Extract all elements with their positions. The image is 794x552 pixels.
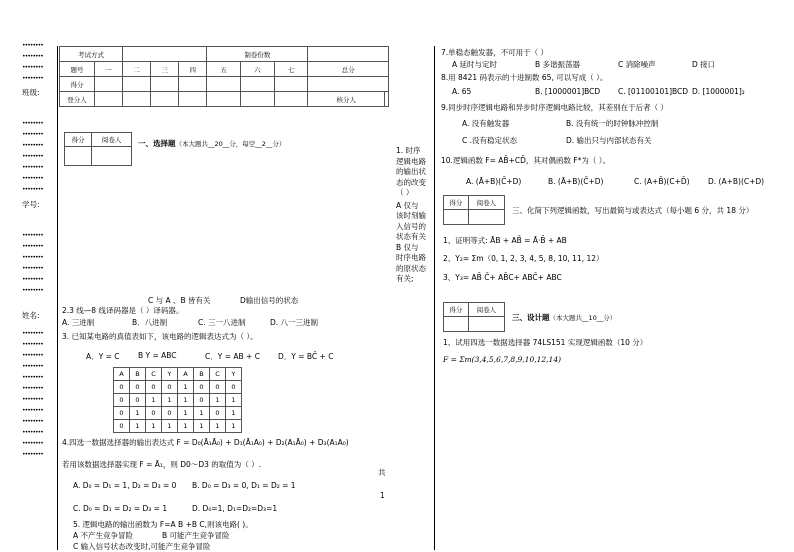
- checker-label: 核分人: [308, 92, 385, 107]
- marker-label: 登分人: [60, 92, 95, 107]
- q2-option-a: A. 三进制: [62, 318, 95, 327]
- tt-header-y: Y: [162, 368, 178, 381]
- q1-b-4: 有关;: [396, 274, 414, 283]
- q1-b-3: 的原状态: [396, 263, 426, 273]
- q3-stem: 3. 已知某电路的真值表如下，该电路的逻辑表达式为（ ）。: [62, 332, 258, 341]
- q7-option-a: A 延时与定时: [452, 60, 498, 69]
- tt-header-c: C: [146, 368, 162, 381]
- reviewer-box-label: 阅卷人: [468, 303, 504, 317]
- reviewer-box-label: 阅卷人: [92, 133, 132, 147]
- q9-option-d: D. 输出只与内部状态有关: [566, 136, 652, 145]
- q10-option-d: D. (A+B)(C+D): [708, 177, 765, 186]
- q10-option-a: A. (Ā+B)(C̄+D): [466, 177, 522, 186]
- binding-dots-top: •••••••• •••••••• •••••••• ••••••••: [22, 42, 43, 82]
- page-marker-number: 1: [380, 491, 385, 500]
- score-row-label: 得分: [60, 77, 95, 92]
- binding-dots-2: •••••••• •••••••• •••••••• •••••••• •••••••• •••••••• ••••••••: [22, 120, 43, 193]
- q7-option-b: B 多谐振荡器: [535, 60, 581, 69]
- table-row: 0 1 0 0 1 1 0 1: [114, 407, 242, 420]
- q1-stem-2: 逻辑电路: [396, 156, 426, 166]
- class-label: 班级:: [22, 88, 40, 97]
- q7-option-c: C 消除噪声: [618, 60, 656, 69]
- q8-stem: 8.用 8421 码表示的十进制数 65, 可以写成（ ）。: [441, 73, 608, 82]
- q2-option-d: D. 八一三进制: [270, 318, 319, 327]
- q8-option-a: A. 65: [452, 87, 472, 96]
- q8-option-c: C. [01100101]BCD: [618, 87, 689, 96]
- table-row: 0 1 1 1 1 1 1 1: [114, 420, 242, 433]
- q9-option-c: C .没有稳定状态: [462, 136, 518, 145]
- q9-stem: 9.同步时序逻辑电路和异步时序逻辑电路比较，其差别在于后者（ ）: [441, 103, 669, 112]
- total-label: 总分: [308, 62, 389, 77]
- tt-header-b2: B: [194, 368, 210, 381]
- table-row: 0 0 1 1 1 0 1 1: [114, 394, 242, 407]
- q3-option-d: D．Y = BC̄ + C: [278, 352, 334, 361]
- binding-dots-3: •••••••• •••••••• •••••••• •••••••• •••••••• ••••••••: [22, 232, 43, 294]
- qno-5: 五: [207, 62, 241, 77]
- section3-item-2: 2、Y₂= Σm（0, 1, 2, 3, 4, 5, 8, 10, 11, 12）: [443, 254, 604, 263]
- q4-sub: 若用该数据选择器实现 F = Ā₁，则 D0～D3 的取值为（ ）.: [62, 460, 262, 469]
- qno-2: 二: [123, 62, 151, 77]
- qno-label: 题号: [60, 62, 95, 77]
- q1-stem-1: 1. 时序: [396, 146, 421, 155]
- section3-score-box: [443, 195, 505, 225]
- tt-header-c2: C: [210, 368, 226, 381]
- q3-option-c: C．Y = AB + C: [205, 352, 260, 361]
- q4-option-c: C. D₀ = D₁ = D₂ = D₃ = 1: [73, 504, 168, 513]
- header-score-table: [59, 46, 389, 107]
- qno-4: 四: [179, 62, 207, 77]
- q2-option-c: C. 三一八进制: [198, 318, 246, 327]
- tt-header-a2: A: [178, 368, 194, 381]
- column-divider: [434, 46, 435, 550]
- q5-option-c: C 输入信号状态改变时,可能产生竞争冒险: [73, 542, 211, 551]
- design-score-box: [443, 302, 505, 332]
- q4-option-a: A. D₀ = D₁ = 1, D₂ = D₃ = 0: [73, 481, 177, 490]
- q5-stem: 5. 逻辑电路的输出函数为 F=A B +B C,则该电路( )。: [73, 520, 253, 529]
- qno-1: 一: [95, 62, 123, 77]
- exam-method-label: 考试方式: [60, 47, 123, 62]
- truth-table: [113, 367, 242, 433]
- q3-option-a: A．Y = C: [86, 352, 120, 361]
- design-question-1: 1、试用四选一数据选择器 74LS151 实现逻辑函数（10 分）: [443, 338, 648, 347]
- tt-header-y2: Y: [226, 368, 242, 381]
- paper-count-label: 制卷份数: [207, 47, 308, 62]
- q1-a-2: 该时刻输: [396, 211, 426, 220]
- reviewer-box-label: 阅卷人: [468, 196, 504, 210]
- q5-option-b: B 可能产生竞争冒险: [162, 531, 230, 540]
- name-label: 姓名:: [22, 311, 40, 320]
- q2-stem: 2.3 线—8 线译码器是（ ）译码器。: [62, 306, 184, 315]
- qno-7: 七: [274, 62, 308, 77]
- q9-option-a: A. 没有触发器: [462, 119, 510, 128]
- q1-a-4: 状态有关: [396, 232, 426, 241]
- section1-title: 一、选择题（本大题共__20__分，每空__2__分）: [138, 139, 286, 148]
- qno-3: 三: [151, 62, 179, 77]
- q1-b-2: 时序电路: [396, 253, 426, 262]
- q8-option-d: D. [1000001]₂: [692, 87, 745, 96]
- q5-option-a: A 不产生竞争冒险: [73, 531, 134, 540]
- q4-option-b: B. D₀ = D₃ = 0, D₁ = D₂ = 1: [192, 481, 296, 490]
- q4-option-d: D. D₀=1, D₁=D₂=D₃=1: [192, 504, 278, 513]
- table-row: 0 0 0 0 1 0 0 0: [114, 381, 242, 394]
- section3-item-3: 3、Y₃= AB̄ C̄+ AB̄C+ ABC̄+ ABC: [443, 273, 562, 282]
- score-box-label: 得分: [444, 303, 469, 317]
- q1-option-c: C 与 A 、B 皆有关: [148, 296, 211, 305]
- q7-stem: 7.单稳态触发器，不可用于（ ）: [441, 48, 549, 57]
- design-title: 三、设计题（本大题共__10__分）: [512, 313, 617, 322]
- score-box-label: 得分: [444, 196, 469, 210]
- student-id-label: 学号:: [22, 200, 40, 209]
- q1-b-1: B 仅与: [396, 242, 419, 252]
- tt-header-a: A: [114, 368, 130, 381]
- q3-option-b: B Y = ABC: [138, 351, 177, 360]
- q1-stem-3: 的输出状: [396, 167, 426, 176]
- qno-6: 六: [241, 62, 275, 77]
- q1-stem-4: 态的改变: [396, 177, 426, 187]
- q10-option-c: C. (A+B̄)(C+D̄): [634, 177, 690, 186]
- score-box-label: 得分: [65, 133, 92, 147]
- binding-line: [57, 46, 58, 550]
- q10-option-b: B. (Ā+B)(C̄+D): [548, 177, 604, 186]
- q2-option-b: B．八进制: [132, 318, 168, 327]
- q1-a-1: A 仅与: [396, 200, 419, 210]
- design-formula: F = Σm(3,4,5,6,7,8,9,10,12,14): [443, 355, 562, 364]
- section3-title: 三、化简下列逻辑函数，写出最简与或表达式（每小题 6 分，共 18 分）: [512, 206, 754, 215]
- q8-option-b: B. [1000001]BCD: [535, 87, 601, 96]
- q4-stem: 4.四选一数据选择器的输出表达式 F = D₀(Ā₁Ā₀) + D₁(Ā₁A₀) + D₂(A₁Ā₀) + D₃(A₁A₀): [62, 438, 349, 447]
- page-marker-gong: 共: [378, 468, 386, 477]
- q1-block: [396, 146, 434, 285]
- binding-dots-4: •••••••• •••••••• •••••••• •••••••• •••••••• •••••••• •••••••• •••••••• •••••••• •••••••• •••••••• ••••••••: [22, 330, 43, 458]
- q1-a-3: 入信号的: [396, 221, 426, 231]
- section3-item-1: 1、证明等式: ĀB + AB̄ = Ā·B̄ + AB: [443, 236, 567, 245]
- section1-score-box: [64, 132, 132, 166]
- q10-stem: 10.逻辑函数 F= AB̄+CD̄，其对偶函数 F*为（ ）。: [441, 156, 610, 165]
- q9-option-b: B. 没有统一的时钟脉冲控制: [566, 119, 659, 128]
- q1-stem-5: （ ）: [396, 188, 414, 197]
- q7-option-d: D 接口: [692, 60, 716, 69]
- q1-option-d: D输出信号的状态: [240, 296, 299, 305]
- tt-header-b: B: [130, 368, 146, 381]
